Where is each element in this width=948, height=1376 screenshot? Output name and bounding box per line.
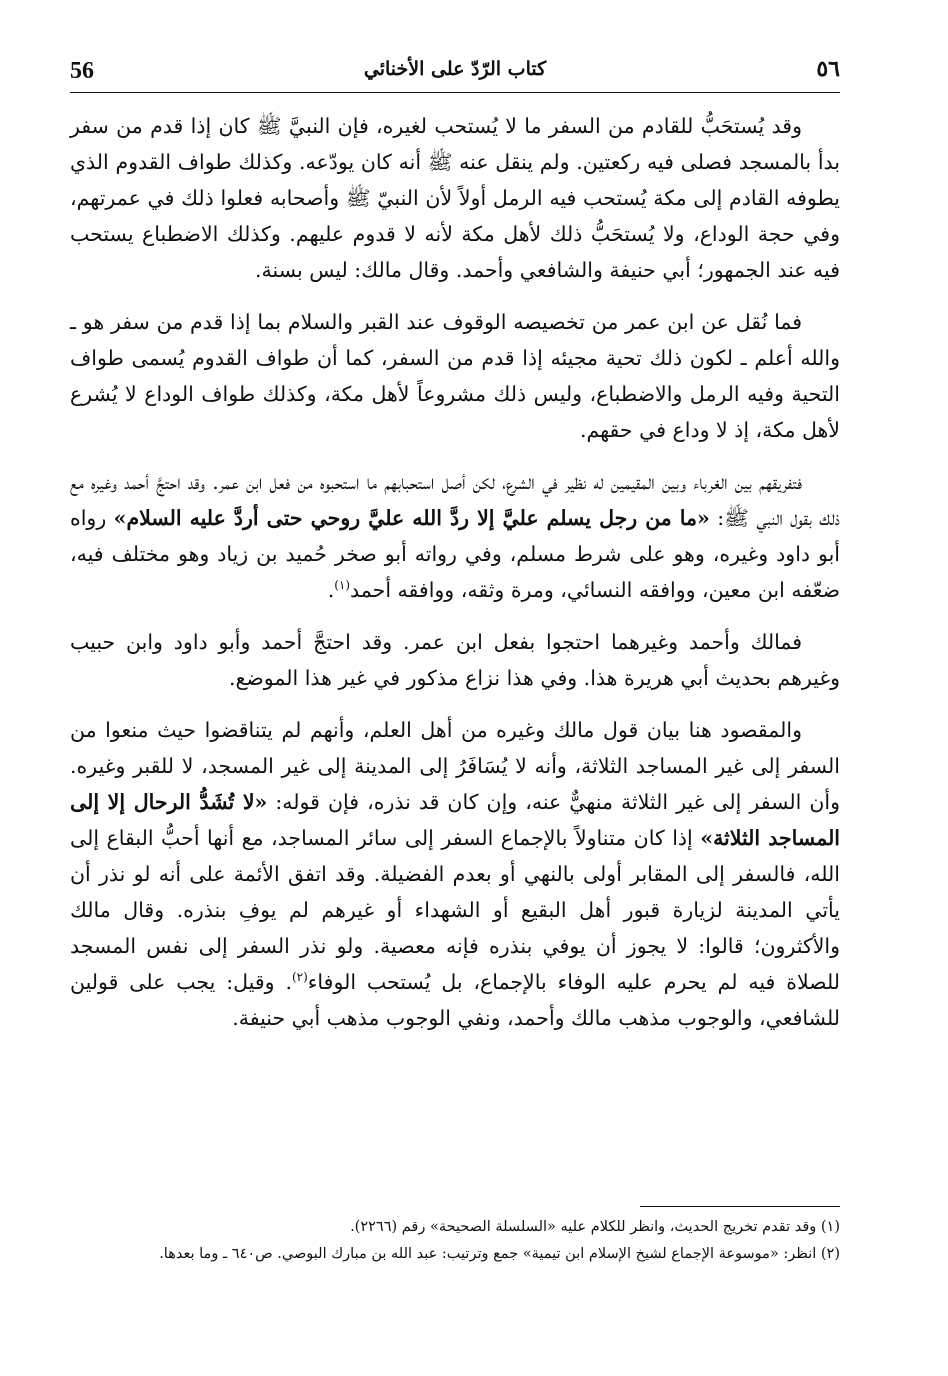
paragraph-3-body: رواه أبو داود وغيره، وهو على شرط مسلم، وفي رواته أبو صخر حُميد بن زياد وهو مختلف فيه، ضعّفه ابن معين، ووافقه النسائي، ومرة وثقه، ووافقه أحمد bbox=[70, 506, 840, 602]
paragraph-4: فمالك وأحمد وغيرهما احتجوا بفعل ابن عمر. وقد احتجَّ أحمد وأبو داود وابن حبيب وغيرهم بحديث أبي هريرة هذا. وفي هذا نزاع مذكور في غير هذا الموضع. bbox=[70, 630, 840, 690]
page-number-latin: 56 bbox=[70, 58, 94, 84]
hadith-quote-1: «ما من رجل يسلم عليَّ إلا ردَّ الله عليَّ روحي حتى أردَّ عليه السلام» bbox=[113, 506, 710, 530]
paragraph-5-end: . وقيل: يجب على قولين للشافعي، والوجوب مذهب مالك وأحمد، ونفي الوجوب مذهب أبي حنيفة. bbox=[70, 970, 840, 1030]
footnote-ref-1[interactable]: (١) bbox=[334, 578, 351, 593]
page-header bbox=[70, 56, 840, 93]
paragraph-3-end: . bbox=[327, 578, 335, 602]
footnotes bbox=[70, 1214, 840, 1268]
footnote-ref-2[interactable]: (٢) bbox=[291, 970, 308, 985]
paragraph-3 bbox=[70, 464, 840, 608]
paragraph-5-lead: والمقصود هنا بيان قول مالك وغيره من أهل العلم، وأنهم لم يتناقضوا حيث منعوا من السفر إلى غير المساجد الثلاثة، وأنه لا يُسَافَرُ إلى المدينة إلى غير المسجد، لا للقبر وغيره. وأن السفر إلى غير الثلاثة منهيٌّ عنه، وإن كان قد نذره، فإن قوله: bbox=[70, 718, 840, 814]
main-text bbox=[70, 108, 840, 1052]
paragraph-2: فما نُقل عن ابن عمر من تخصيصه الوقوف عند القبر والسلام بما إذا قدم من سفر هو ـ والله أعلم ـ لكون ذلك تحية مجيئه إذا قدم من السفر، كما أن طواف القدوم يُسمى طواف التحية وفيه الرمل والاضطباع، وليس ذلك مشروعاً لأهل مكة، وكذلك طواف الوداع لا يُشرع لأهل مكة، إذ لا وداع في حقهم. bbox=[70, 310, 840, 442]
footnote-2: (٢) انظر: «موسوعة الإجماع لشيخ الإسلام ابن تيمية» جمع وترتيب: عبد الله بن مبارك البوصي. ص٦٤٠ ـ وما بعدها. bbox=[159, 1246, 840, 1262]
paragraph-5-body: إذا كان متناولاً بالإجماع السفر إلى سائر المساجد، مع أنها أحبُّ البقاع إلى الله، فالسفر إلى المقابر أولى بالنهي أو بعدم الفضيلة. وقد اتفق الأئمة على أنه لو نذر أن يأتي المدينة لزيارة قبور أهل البقيع أو الشهداء أو غيرهم لم يوفِ بنذره. وقال مالك والأكثرون؛ قالوا: لا يجوز أن يوفي بنذره فإنه معصية. ولو نذر السفر إلى نفس المسجد للصلاة فيه لم يحرم عليه الوفاء بالإجماع، بل يُستحب الوفاء bbox=[70, 826, 840, 994]
footnote-divider bbox=[640, 1206, 840, 1207]
hadith-quote-2: «لا تُشَدُّ الرحال إلا إلى المساجد الثلاثة» bbox=[70, 790, 841, 850]
footnote-1: (١) وقد تقدم تخريج الحديث، وانظر للكلام عليه «السلسلة الصحيحة» رقم (٢٢٦٦). bbox=[350, 1219, 840, 1235]
paragraph-3-lead: فتفريقهم بين الغرباء وبين المقيمين له نظير في الشرع، لكن أصل استحبابهم ما استحبوه من فعل ابن عمر. وقد احتجَّ أحمد وغيره مع ذلك بقول النبي ﷺ: bbox=[70, 470, 840, 530]
paragraph-5 bbox=[70, 712, 840, 1036]
page-number-arabic: ٥٦ bbox=[816, 56, 840, 82]
paragraph-1: وقد يُستحَبُّ للقادم من السفر ما لا يُستحب لغيره، فإن النبيَّ ﷺ كان إذا قدم من سفر بدأ بالمسجد فصلى فيه ركعتين. ولم ينقل عنه ﷺ أنه كان يودّعه. وكذلك طواف القدوم الذي يطوفه القادم إلى مكة يُستحب فيه الرمل أولاً لأن النبيّ ﷺ وأصحابه فعلوا ذلك في عمرتهم، وفي حجة الوداع، ولا يُستحَبُّ ذلك لأهل مكة لأنه لا قدوم عليهم. وكذلك الاضطباع يستحب فيه عند الجمهور؛ أبي حنيفة والشافعي وأحمد. وقال مالك: ليس بسنة. bbox=[70, 114, 840, 282]
running-title: كتاب الرّدّ على الأخنائي bbox=[363, 58, 547, 80]
